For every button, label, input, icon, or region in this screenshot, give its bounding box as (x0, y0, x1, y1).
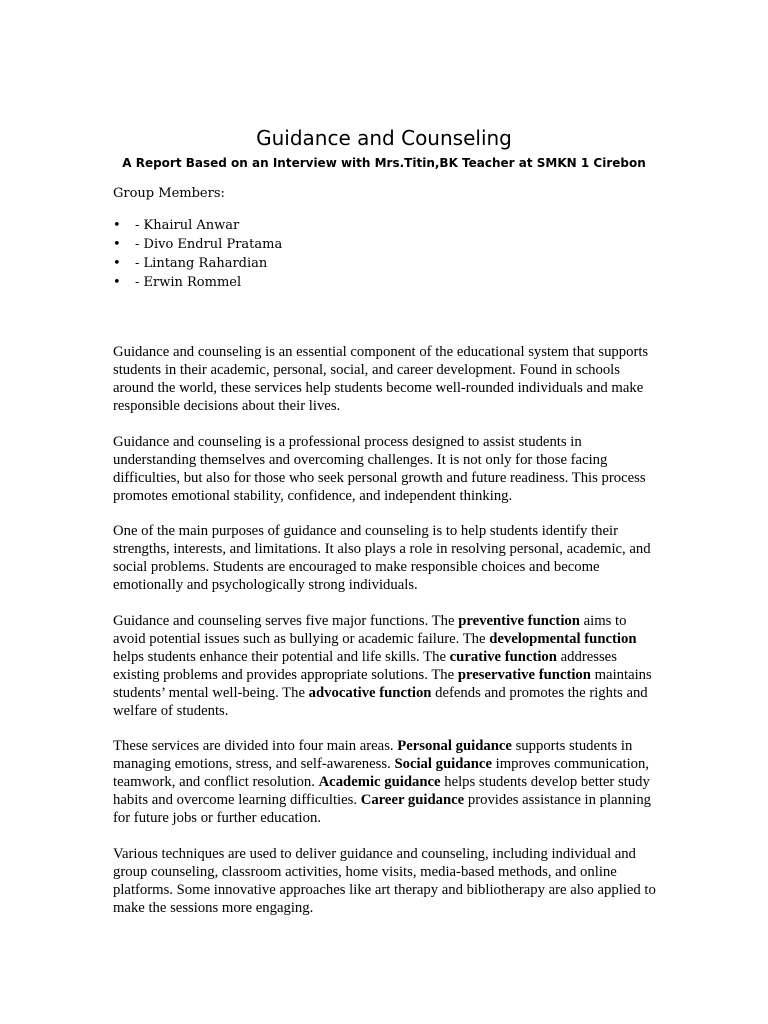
areas-text-4: helps students develop better study habits and overcome learning difficulties. (113, 774, 650, 808)
member-name: - Erwin Rommel (135, 275, 242, 290)
members-list (113, 216, 282, 292)
techniques-paragraph: Various techniques are used to deliver guidance and counseling, including individual and group counseling, classroom activities, home visits, media-based methods, and online platforms. Some innovative approaches like art therapy and bibliotherapy are also applied to make the sessions more engaging. (113, 845, 656, 916)
areas-text-2: supports students in managing emotions, stress, and self-awareness. (113, 738, 633, 772)
preservative-function-term: preservative function (457, 666, 591, 683)
functions-text-6: defends and promotes the rights and welfare of students. (113, 684, 648, 719)
list-item (113, 216, 282, 235)
bullet-icon: • (113, 256, 121, 271)
advocative-function-term: advocative function (308, 684, 432, 701)
developmental-function-term: developmental function (489, 630, 637, 647)
definition-paragraph: Guidance and counseling is a professional process designed to assist students in understanding themselves and overcoming challenges. It is not only for those facing difficulties, but also for those who seek personal growth and future readiness. This process promotes emotional stability, confidence, and independent thinking. (113, 433, 646, 504)
bullet-icon: • (113, 275, 121, 290)
areas-text-1: These services are divided into four main areas. (113, 738, 398, 754)
members-label: Group Members: (113, 186, 225, 201)
functions-paragraph (113, 612, 658, 720)
functions-text-3: helps students enhance their potential and life skills. The (113, 648, 450, 665)
functions-text-5: maintains students’ mental well-being. The (113, 666, 652, 701)
page-title: Guidance and Counseling (256, 126, 512, 150)
social-guidance-term: Social guidance (394, 756, 492, 772)
member-name: - Khairul Anwar (135, 218, 240, 233)
functions-text-4: addresses existing problems and provides appropriate solutions. The (113, 648, 617, 683)
intro-paragraph: Guidance and counseling is an essential component of the educational system that supports students in their academic, personal, social, and career development. Found in schools around the world, these services help students become well-rounded individuals and make responsible decisions about their lives. (113, 344, 649, 414)
career-guidance-term: Career guidance (360, 792, 465, 808)
preventive-function-term: preventive function (458, 612, 580, 629)
list-item (113, 254, 282, 273)
bullet-icon: • (113, 218, 121, 233)
areas-paragraph (113, 737, 658, 827)
member-name: - Divo Endrul Pratama (135, 237, 283, 252)
areas-text-5: provides assistance in planning for future jobs or further education. (113, 792, 652, 826)
member-name: - Lintang Rahardian (135, 256, 268, 271)
list-item (113, 273, 282, 292)
page-subtitle: A Report Based on an Interview with Mrs.Titin,BK Teacher at SMKN 1 Cirebon (122, 156, 646, 170)
body-text (113, 343, 658, 934)
functions-text-1: Guidance and counseling serves five major functions. The (113, 612, 459, 629)
bullet-icon: • (113, 237, 121, 252)
personal-guidance-term: Personal guidance (397, 738, 512, 754)
list-item (113, 235, 282, 254)
purpose-paragraph: One of the main purposes of guidance and counseling is to help students identify their strengths, interests, and limitations. It also plays a role in resolving personal, academic, and social problems. Students are encouraged to make responsible choices and become emotionally and psychologically strong individuals. (113, 523, 651, 593)
academic-guidance-term: Academic guidance (318, 774, 441, 790)
functions-text-2: aims to avoid potential issues such as bullying or academic failure. The (113, 612, 627, 647)
curative-function-term: curative function (449, 648, 557, 665)
areas-text-3: improves communication, teamwork, and conflict resolution. (113, 756, 650, 790)
